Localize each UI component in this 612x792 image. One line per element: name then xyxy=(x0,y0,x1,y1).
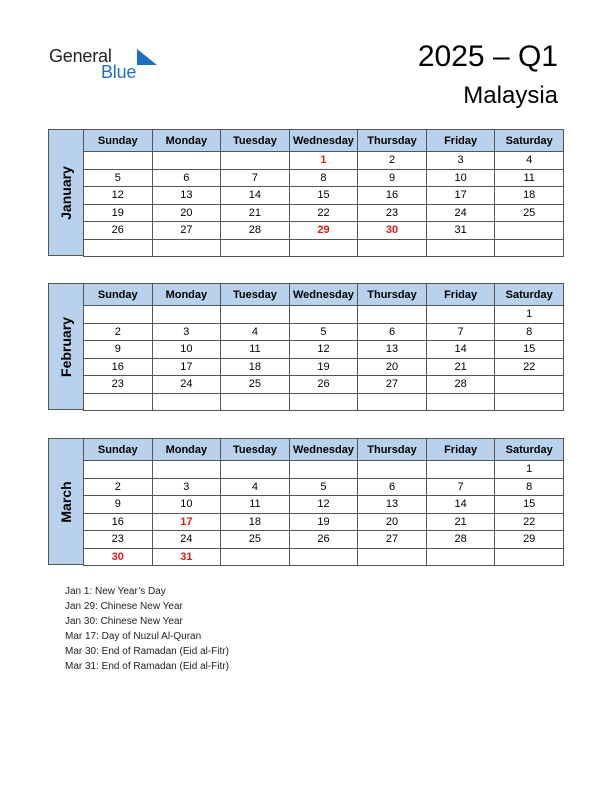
day-cell: 25 xyxy=(495,204,564,222)
month-calendar xyxy=(48,283,564,410)
month-label-band xyxy=(48,283,83,410)
day-cell: 7 xyxy=(426,478,495,496)
week-row xyxy=(84,306,564,324)
day-cell xyxy=(84,152,153,170)
week-row xyxy=(84,169,564,187)
day-cell xyxy=(426,548,495,566)
day-cell: 18 xyxy=(221,358,290,376)
day-cell: 21 xyxy=(221,204,290,222)
day-cell: 27 xyxy=(358,376,427,394)
day-cell: 10 xyxy=(152,341,221,359)
week-row xyxy=(84,461,564,479)
day-cell: 20 xyxy=(358,513,427,531)
day-cell: 3 xyxy=(152,478,221,496)
weekday-header: Thursday xyxy=(358,130,427,152)
day-cell: 19 xyxy=(289,358,358,376)
weekday-header: Monday xyxy=(152,130,221,152)
day-cell xyxy=(152,306,221,324)
week-row xyxy=(84,152,564,170)
month-name: February xyxy=(58,316,74,377)
day-cell: 3 xyxy=(426,152,495,170)
day-cell xyxy=(84,393,153,411)
day-cell: 1 xyxy=(289,152,358,170)
day-cell: 12 xyxy=(84,187,153,205)
day-cell xyxy=(289,306,358,324)
day-cell xyxy=(426,393,495,411)
day-cell xyxy=(289,393,358,411)
day-cell: 17 xyxy=(152,358,221,376)
day-cell xyxy=(495,376,564,394)
day-cell: 19 xyxy=(84,204,153,222)
day-cell: 5 xyxy=(289,478,358,496)
day-cell xyxy=(426,461,495,479)
week-row xyxy=(84,222,564,240)
day-cell: 6 xyxy=(152,169,221,187)
day-cell: 8 xyxy=(495,478,564,496)
day-cell: 2 xyxy=(84,323,153,341)
day-cell: 9 xyxy=(84,496,153,514)
day-cell: 5 xyxy=(289,323,358,341)
month-grid xyxy=(83,129,564,257)
day-cell: 11 xyxy=(221,496,290,514)
day-cell xyxy=(84,239,153,257)
holiday-notes xyxy=(65,584,229,674)
weekday-header: Monday xyxy=(152,284,221,306)
day-cell: 24 xyxy=(426,204,495,222)
day-cell: 23 xyxy=(84,531,153,549)
weekday-header: Wednesday xyxy=(289,130,358,152)
week-row xyxy=(84,496,564,514)
day-cell: 31 xyxy=(426,222,495,240)
day-cell: 29 xyxy=(289,222,358,240)
day-cell xyxy=(358,461,427,479)
day-cell: 17 xyxy=(152,513,221,531)
weekday-header-row xyxy=(84,284,564,306)
day-cell xyxy=(221,393,290,411)
day-cell: 13 xyxy=(358,341,427,359)
month-name: January xyxy=(58,165,74,220)
day-cell: 9 xyxy=(84,341,153,359)
week-row xyxy=(84,548,564,566)
day-cell: 11 xyxy=(221,341,290,359)
day-cell xyxy=(426,306,495,324)
day-cell xyxy=(152,461,221,479)
day-cell: 16 xyxy=(358,187,427,205)
day-cell: 24 xyxy=(152,376,221,394)
day-cell: 7 xyxy=(426,323,495,341)
day-cell: 5 xyxy=(84,169,153,187)
day-cell xyxy=(426,239,495,257)
day-cell xyxy=(358,239,427,257)
holiday-note: Mar 31: End of Ramadan (Eid al-Fitr) xyxy=(65,661,229,672)
day-cell xyxy=(495,239,564,257)
week-row xyxy=(84,393,564,411)
day-cell: 4 xyxy=(221,478,290,496)
weekday-header: Sunday xyxy=(84,130,153,152)
day-cell: 25 xyxy=(221,376,290,394)
day-cell: 8 xyxy=(289,169,358,187)
week-row xyxy=(84,376,564,394)
day-cell: 27 xyxy=(152,222,221,240)
month-calendar xyxy=(48,129,564,256)
day-cell xyxy=(289,239,358,257)
day-cell: 30 xyxy=(84,548,153,566)
day-cell xyxy=(221,461,290,479)
week-row xyxy=(84,239,564,257)
weekday-header-row xyxy=(84,130,564,152)
weekday-header: Sunday xyxy=(84,284,153,306)
weekday-header: Sunday xyxy=(84,439,153,461)
weekday-header: Thursday xyxy=(358,284,427,306)
day-cell: 4 xyxy=(495,152,564,170)
holiday-note: Mar 17: Day of Nuzul Al-Quran xyxy=(65,631,202,642)
day-cell xyxy=(152,393,221,411)
day-cell: 13 xyxy=(152,187,221,205)
day-cell: 22 xyxy=(289,204,358,222)
logo-triangle-icon xyxy=(137,49,157,65)
day-cell: 23 xyxy=(84,376,153,394)
weekday-header: Friday xyxy=(426,284,495,306)
day-cell: 15 xyxy=(495,496,564,514)
day-cell: 14 xyxy=(426,341,495,359)
country-name: Malaysia xyxy=(463,82,558,109)
day-cell: 13 xyxy=(358,496,427,514)
day-cell: 6 xyxy=(358,478,427,496)
month-calendar xyxy=(48,438,564,565)
week-row xyxy=(84,341,564,359)
day-cell: 6 xyxy=(358,323,427,341)
day-cell xyxy=(221,239,290,257)
day-cell xyxy=(495,548,564,566)
day-cell: 27 xyxy=(358,531,427,549)
weekday-header-row xyxy=(84,439,564,461)
day-cell: 20 xyxy=(358,358,427,376)
day-cell: 8 xyxy=(495,323,564,341)
day-cell: 11 xyxy=(495,169,564,187)
week-row xyxy=(84,358,564,376)
day-cell: 16 xyxy=(84,358,153,376)
day-cell: 26 xyxy=(84,222,153,240)
day-cell: 15 xyxy=(289,187,358,205)
day-cell xyxy=(84,306,153,324)
weekday-header: Saturday xyxy=(495,130,564,152)
day-cell xyxy=(495,393,564,411)
day-cell: 14 xyxy=(426,496,495,514)
month-grid xyxy=(83,438,564,566)
weekday-header: Thursday xyxy=(358,439,427,461)
month-label-band xyxy=(48,129,83,256)
day-cell xyxy=(152,239,221,257)
day-cell xyxy=(495,222,564,240)
brand-logo xyxy=(49,44,159,84)
day-cell: 26 xyxy=(289,531,358,549)
week-row xyxy=(84,531,564,549)
month-grid xyxy=(83,283,564,411)
day-cell: 30 xyxy=(358,222,427,240)
day-cell: 12 xyxy=(289,341,358,359)
week-row xyxy=(84,187,564,205)
day-cell: 20 xyxy=(152,204,221,222)
weekday-header: Wednesday xyxy=(289,284,358,306)
day-cell: 2 xyxy=(84,478,153,496)
day-cell: 25 xyxy=(221,531,290,549)
logo-text-general: General xyxy=(49,46,112,66)
day-cell xyxy=(152,152,221,170)
day-cell xyxy=(84,461,153,479)
weekday-header: Tuesday xyxy=(221,439,290,461)
day-cell xyxy=(289,548,358,566)
day-cell: 19 xyxy=(289,513,358,531)
holiday-note: Mar 30: End of Ramadan (Eid al-Fitr) xyxy=(65,646,229,657)
weekday-header: Monday xyxy=(152,439,221,461)
day-cell xyxy=(289,461,358,479)
weekday-header: Friday xyxy=(426,439,495,461)
day-cell: 28 xyxy=(221,222,290,240)
weekday-header: Saturday xyxy=(495,284,564,306)
day-cell: 18 xyxy=(495,187,564,205)
day-cell xyxy=(358,548,427,566)
weekday-header: Tuesday xyxy=(221,284,290,306)
day-cell: 16 xyxy=(84,513,153,531)
day-cell: 10 xyxy=(152,496,221,514)
day-cell: 28 xyxy=(426,531,495,549)
weekday-header: Tuesday xyxy=(221,130,290,152)
day-cell xyxy=(358,306,427,324)
day-cell: 23 xyxy=(358,204,427,222)
holiday-note: Jan 30: Chinese New Year xyxy=(65,616,183,627)
holiday-note: Jan 29: Chinese New Year xyxy=(65,601,183,612)
day-cell: 2 xyxy=(358,152,427,170)
month-name: March xyxy=(58,480,74,523)
day-cell: 24 xyxy=(152,531,221,549)
day-cell: 18 xyxy=(221,513,290,531)
day-cell: 1 xyxy=(495,461,564,479)
month-label-band xyxy=(48,438,83,565)
day-cell: 10 xyxy=(426,169,495,187)
day-cell: 15 xyxy=(495,341,564,359)
weekday-header: Wednesday xyxy=(289,439,358,461)
day-cell: 29 xyxy=(495,531,564,549)
day-cell: 31 xyxy=(152,548,221,566)
holiday-note: Jan 1: New Year’s Day xyxy=(65,586,166,597)
week-row xyxy=(84,323,564,341)
weekday-header: Saturday xyxy=(495,439,564,461)
day-cell xyxy=(221,548,290,566)
day-cell xyxy=(221,306,290,324)
day-cell: 28 xyxy=(426,376,495,394)
day-cell: 1 xyxy=(495,306,564,324)
day-cell: 21 xyxy=(426,358,495,376)
day-cell: 26 xyxy=(289,376,358,394)
day-cell: 17 xyxy=(426,187,495,205)
week-row xyxy=(84,204,564,222)
day-cell xyxy=(358,393,427,411)
logo-text-blue: Blue xyxy=(101,62,137,82)
day-cell: 9 xyxy=(358,169,427,187)
day-cell: 22 xyxy=(495,358,564,376)
week-row xyxy=(84,478,564,496)
weekday-header: Friday xyxy=(426,130,495,152)
day-cell xyxy=(221,152,290,170)
day-cell: 3 xyxy=(152,323,221,341)
day-cell: 22 xyxy=(495,513,564,531)
day-cell: 21 xyxy=(426,513,495,531)
week-row xyxy=(84,513,564,531)
day-cell: 14 xyxy=(221,187,290,205)
day-cell: 4 xyxy=(221,323,290,341)
day-cell: 12 xyxy=(289,496,358,514)
page-title: 2025 – Q1 xyxy=(417,40,558,73)
day-cell: 7 xyxy=(221,169,290,187)
